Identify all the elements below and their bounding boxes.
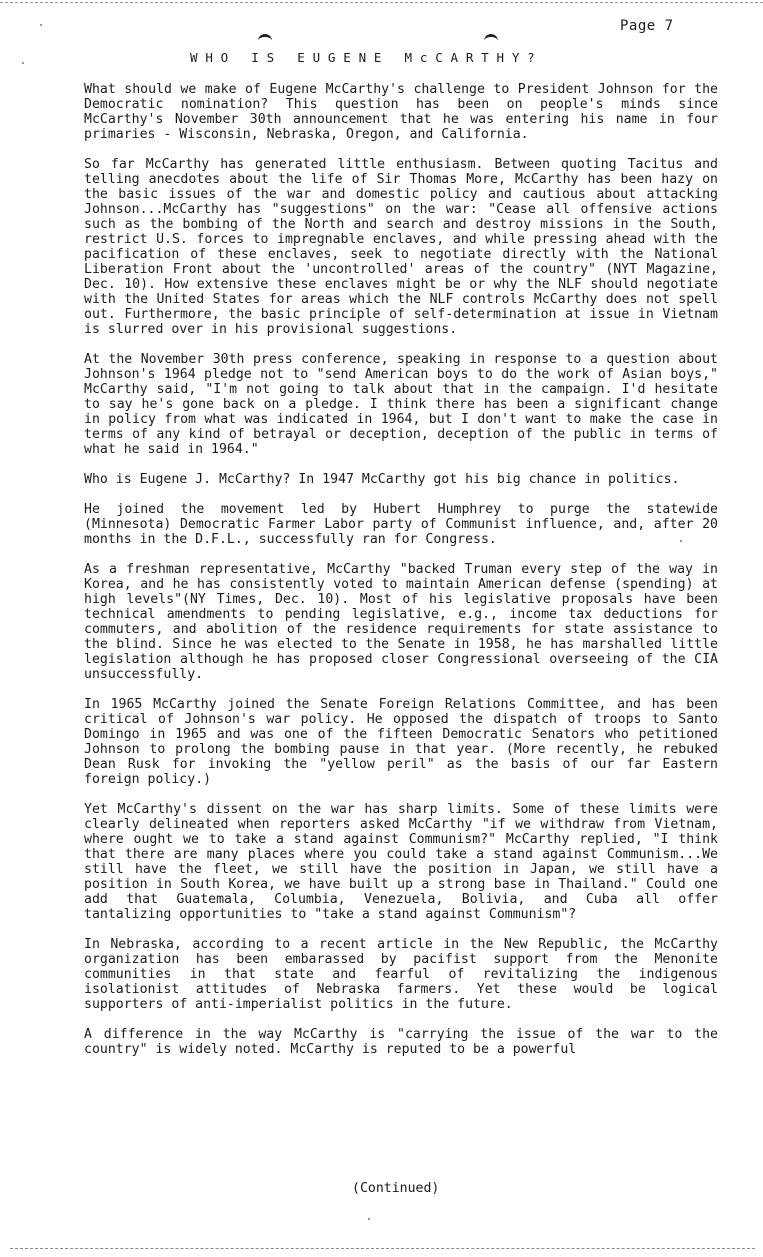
scan-speck (22, 62, 24, 64)
article-body (84, 82, 718, 1072)
top-perforation-line (0, 2, 763, 3)
paragraph: He joined the movement led by Hubert Humphrey to purge the statewide (Minnesota) Democratic Farmer Labor party of Communist influence, and, after 20 months in the D.F.L., successfully ran for Congress. (84, 502, 718, 547)
paragraph: What should we make of Eugene McCarthy's challenge to President Johnson for the Democratic nomination? This question has been on people's minds since McCarthy's November 30th announcement that he was entering his name in four primaries - Wisconsin, Nebraska, Oregon, and California. (84, 82, 718, 142)
paragraph: In Nebraska, according to a recent article in the New Republic, the McCarthy organization has been embarassed by pacifist support from the Menonite communities in that state and fearful of revitalizing the indigenous isolationist attitudes of Nebraska farmers. Yet these would be logical supporters of anti-imperialist politics in the future. (84, 937, 718, 1012)
handwritten-mark (484, 34, 498, 47)
paragraph: Yet McCarthy's dissent on the war has sharp limits. Some of these limits were clearly delineated when reporters asked McCarthy "if we withdraw from Vietnam, where ought we to take a stand against Communism?" McCarthy replied, "I think that there are many places where you could take a stand against Communism...We still have the fleet, we still have the position in Japan, we still have a position in South Korea, we have built up a strong base in Thailand." Could one add that Guatemala, Columbia, Venezuela, Bolivia, and Cuba all offer tantalizing opportunities to "take a stand against Communism"? (84, 802, 718, 922)
paragraph: A difference in the way McCarthy is "carrying the issue of the war to the country" is widely noted. McCarthy is reputed to be a powerful (84, 1027, 718, 1057)
page-number: Page 7 (620, 18, 674, 34)
paragraph: As a freshman representative, McCarthy "backed Truman every step of the way in Korea, and he has consistently voted to maintain American defense (spending) at high levels"(NY Times, Dec. 10). Most of his legislative proposals have been technical amendments to pending legislative, e.g., income tax deductions for commuters, and abolition of the residence requirements for state assistance to the blind. Since he was elected to the Senate in 1958, he has marshalled little legislation although he has proposed closer Congressional overseeing of the CIA unsuccessfully. (84, 562, 718, 682)
paragraph: At the November 30th press conference, speaking in response to a question about Johnson's 1964 pledge not to "send American boys to do the work of Asian boys," McCarthy said, "I'm not going to talk about that in the campaign. I'd hesitate to say he's gone back on a pledge. I think there has been a significant change in policy from what was indicated in 1964, but I don't want to make the case in terms of any kind of betrayal or deception, deception of the public in terms of what he said in 1964." (84, 352, 718, 457)
scan-speck (680, 540, 682, 542)
scan-speck (40, 24, 42, 26)
page-title: WHO IS EUGENE McCARTHY? (190, 50, 543, 65)
handwritten-mark (258, 34, 272, 47)
paragraph: So far McCarthy has generated little enthusiasm. Between quoting Tacitus and telling anecdotes about the life of Sir Thomas More, McCarthy has been hazy on the basic issues of the war and domestic policy and cautious about attacking Johnson...McCarthy has "suggestions" on the war: "Cease all offensive actions such as the bombing of the North and search and destroy missions in the South, restrict U.S. forces to impregnable enclaves, and while pressing ahead with the pacification of these enclaves, seek to negotiate directly with the National Liberation Front about the 'uncontrolled' areas of the country" (NYT Magazine, Dec. 10). How extensive these enclaves might be or why the NLF should negotiate with the United States for areas which the NLF controls McCarthy does not spell out. Furthermore, the basic principle of self-determination at issue in Vietnam is slurred over in his provisional suggestions. (84, 157, 718, 337)
paragraph: In 1965 McCarthy joined the Senate Foreign Relations Committee, and has been critical of Johnson's war policy. He opposed the dispatch of troops to Santo Domingo in 1965 and was one of the fifteen Democratic Senators who petitioned Johnson to prolong the bombing pause in that year. (More recently, he rebuked Dean Rusk for invoking the "yellow peril" as the basis of our far Eastern foreign policy.) (84, 697, 718, 787)
scan-speck (368, 1218, 370, 1220)
bottom-perforation-line (10, 1248, 755, 1249)
continued-label: (Continued) (352, 1181, 440, 1196)
paragraph: Who is Eugene J. McCarthy? In 1947 McCarthy got his big chance in politics. (84, 472, 680, 487)
